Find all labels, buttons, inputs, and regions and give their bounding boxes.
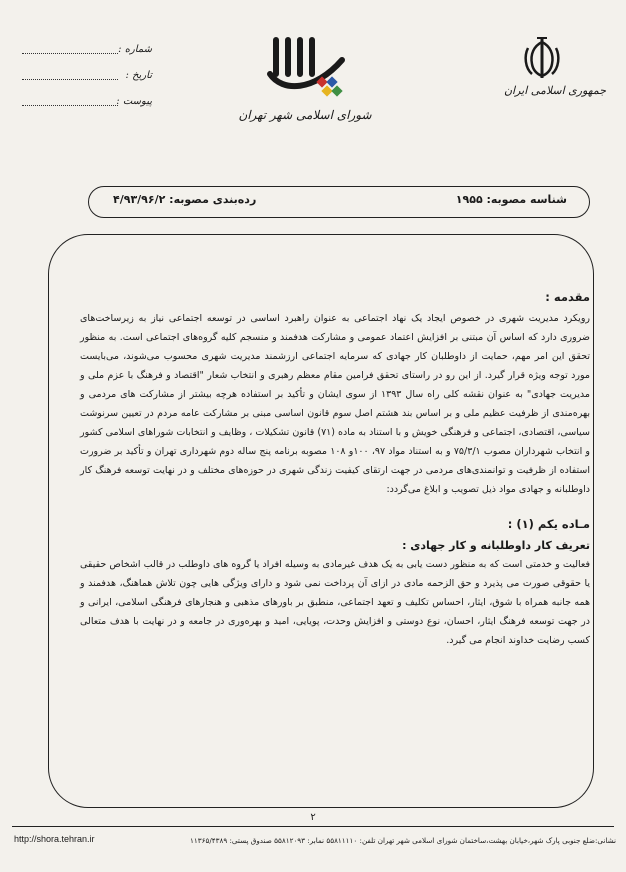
intro-paragraph: رویکرد مدیریت شهری در خصوص ایجاد یک نهاد اجتماعی به عنوان راهبرد اساسی در توسعه اجتماعی نیاز به زیرساخت‌های ضروری دارد که اساس آن مبتنی بر افزایش اعتماد عمومی و مشارکت هدفمند و منسجم کلیه گروه‌های اجتماعی است. به منظور تحقق این امر مهم، حمایت از داوطلبان کار جهادی که سرمایه اجتماعی ارزشمند مدیریت شهری محسوب می‌شوند، می‌بایست مورد توجه ویژه قرار گیرد. از این رو در راستای تحقق فرامین مقام معظم رهبری و انتخاب شعار "اقتصاد و فرهنگ با عزم ملی و مدیریت جهادی" به عنوان نقشه کلی راه سال ۱۳۹۳ از سوی ایشان و تأکید بر استفاده هرچه بیشتر از مشارکت های مردمی و بهره‌مندی از ظرفیت عظیم ملی و بر اساس بند هشتم اصل سوم قانون اساسی مبنی بر مشارکت عامه مردم در تعیین سرنوشت سیاسی، اقتصادی، اجتماعی و فرهنگی خویش و با استناد به ماده (۷۱) قانون تشکیلات ، وظایف و انتخابات شوراهای اسلامی کشور و انتخاب شهرداران مصوب ۷۵/۳/۱ و به استناد مواد ۹۷، ۱۰۰و ۱۰۸ مصوبه برنامه پنج ساله دوم شهرداری تهران و تأکید بر ضرورت استفاده از ظرفیت و توانمندی‌های مردمی در جهت ارتقای کیفیت زندگی شهری در حوزه‌های مختلف و در نهایت توسعه فرهنگ کار داوطلبانه و جهادی مواد ذیل تصویب و ابلاغ می‌گردد: xyxy=(80,313,591,495)
approval-info-bar xyxy=(88,186,590,218)
definition-heading: تعریف کار داوطلبانه و کار جهادی : xyxy=(402,539,590,552)
approval-classification: رده‌بندی مصوبه: ۴/۹۳/۹۶/۲ xyxy=(113,193,257,206)
footer-address: نشانی:ضلع جنوبی پارک شهر،خیابان بهشت،ساختمان شورای اسلامی شهر تهران تلفن: ۵۵۸۱۱۱۱۰ نمابر: ۵۵۸۱۲۰۹۳ صندوق پستی: ۱۱۳۶۵/۴۳۸۹ xyxy=(190,836,616,845)
attachment-dotted-line xyxy=(22,105,118,106)
number-dotted-line xyxy=(22,53,118,54)
date-dotted-line xyxy=(22,79,118,80)
page-number: ۲ xyxy=(310,812,316,823)
document-body xyxy=(80,288,590,650)
council-name: شورای اسلامی شهر تهران xyxy=(238,108,372,122)
approval-number: شناسه مصوبه: ۱۹۵۵ xyxy=(455,193,567,206)
attachment-field xyxy=(22,96,152,110)
footer-url: http://shora.tehran.ir xyxy=(14,834,95,844)
council-logo-icon xyxy=(262,34,352,104)
article-title: مـاده یکم (۱) : xyxy=(507,517,590,531)
number-label: شماره : xyxy=(118,44,152,55)
intro-heading: مقدمه : xyxy=(545,290,590,304)
date-label: تاریخ : xyxy=(125,70,152,81)
attachment-label: پیوست : xyxy=(116,96,152,107)
country-name: جمهوری اسلامی ایران xyxy=(503,84,607,97)
footer-divider xyxy=(12,826,614,827)
number-field xyxy=(22,44,152,58)
definition-paragraph: فعالیت و خدمتی است که به منظور دست یابی به یک هدف غیرمادی به وسیله افراد یا گروه های داوطلب در قالب اشخاص حقیقی یا حقوقی صورت می پذیرد و حق الزحمه مادی در ازای آن پرداخت نمی شود و دارای ویژگی هایی چون تلاش هماهنگ، هدفمند و همه جانبه همراه با شوق، ایثار، احساس تکلیف و تعهد اجتماعی، منطبق بر باورهای مذهبی و هنجارهای فرهنگی اسلامی، ایرانی و در جهت توسعه فرهنگ ایثار، احسان، نوع دوستی و افزایش وحدت، پویایی، امید و بهره‌وری در جامعه و در نهایت با هدف متعالی کسب رضایت خداوند انجام می گیرد. xyxy=(80,559,590,646)
date-field xyxy=(22,70,152,84)
iran-emblem-icon xyxy=(520,36,564,82)
